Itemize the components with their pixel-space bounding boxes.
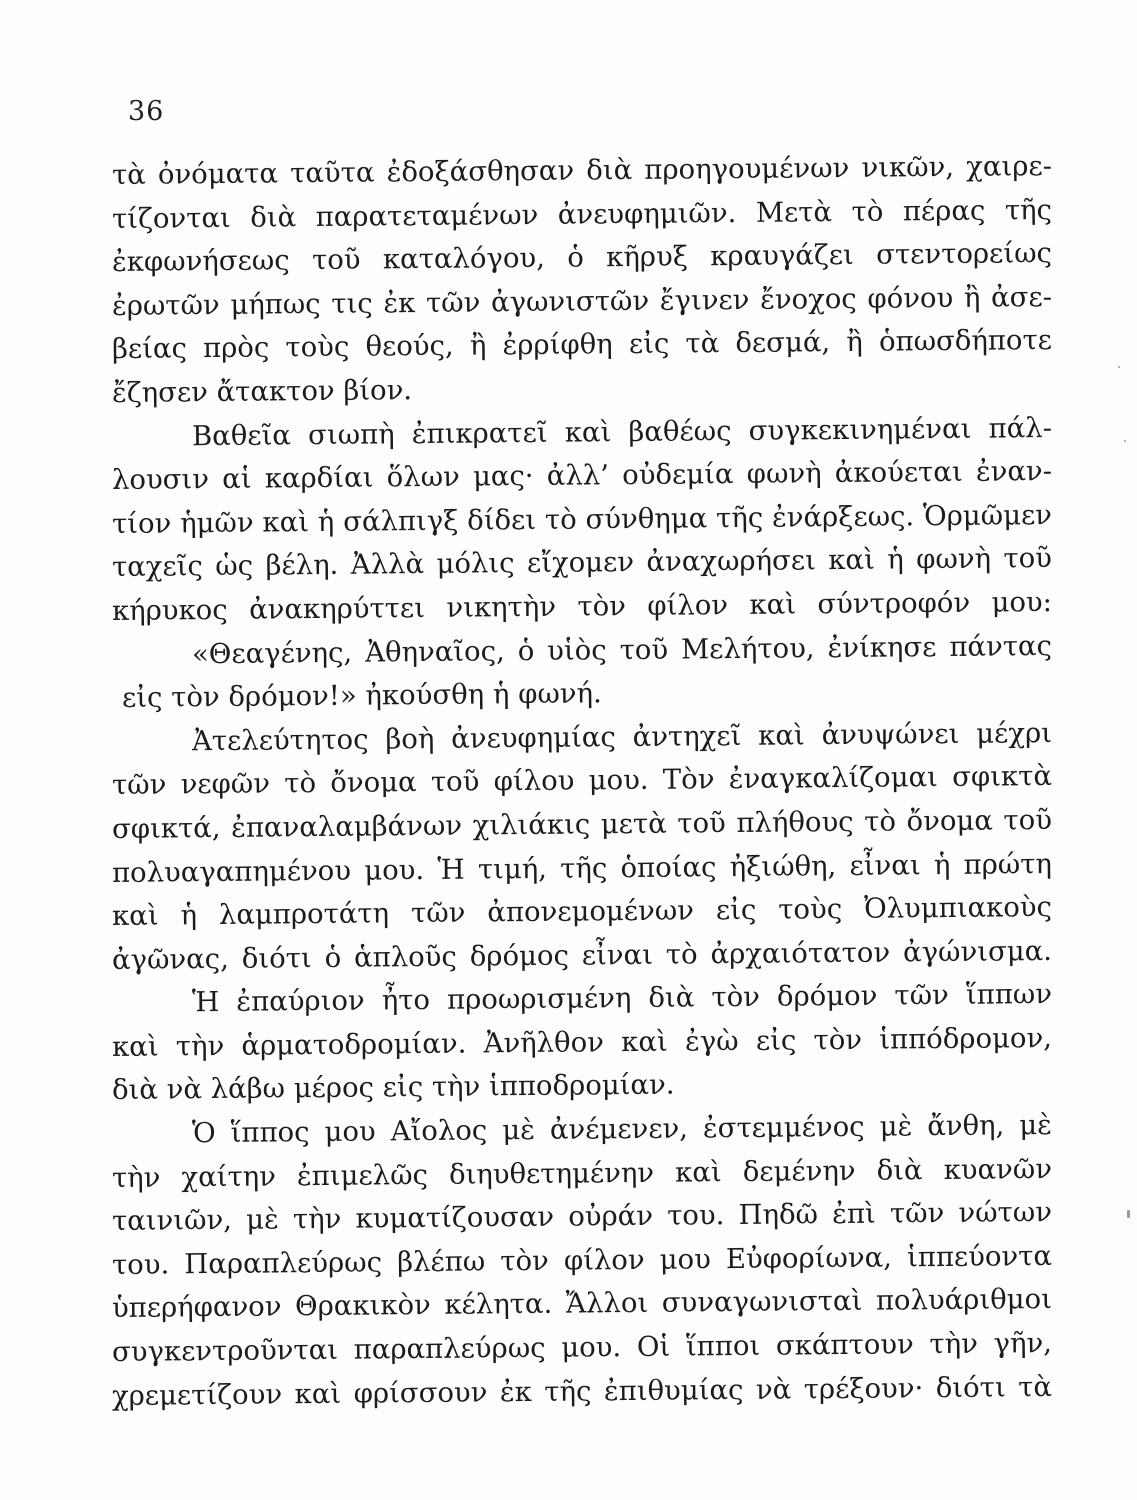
text-line: ἐρωτῶν μήπως τις ἐκ τῶν ἀγωνιστῶν ἔγινεν ἔνοχος φόνου ἢ ἀσε- [111, 280, 1053, 322]
scan-speck [1127, 1210, 1130, 1218]
text-line: ἐκφωνήσεως τοῦ καταλόγου, ὁ κῆρυξ κραυγάζει στεντορείως [111, 237, 1053, 279]
text-line: «Θεαγένης, Ἀθηναῖος, ὁ υἱὸς τοῦ Μελήτου, ἐνίκησε πάντας [191, 629, 1053, 670]
text-line: κήρυκος ἀνακηρύττει νικητὴν τὸν φίλον καὶ σύντροφόν μου: [111, 585, 1053, 627]
text-line: σφικτά, ἐπαναλαμβάνων χιλιάκις μετὰ τοῦ πλήθους τὸ ὄνομα τοῦ [111, 803, 1053, 845]
text-line: λουσιν αἱ καρδίαι ὅλων μας· ἀλλ’ οὐδεμία φωνὴ ἀκούεται ἐναν- [111, 455, 1053, 497]
text-line: διὰ νὰ λάβω μέρος εἰς τὴν ἱπποδρομίαν. [111, 1069, 675, 1107]
text-line: εἰς τὸν δρόμον!» ἠκούσθη ἡ φωνή. [121, 677, 602, 715]
text-line: ἀγῶνας, διότι ὁ ἁπλοῦς δρόμος εἶναι τὸ ἀρχαιότατον ἀγώνισμα. [111, 934, 1053, 976]
text-line: ταχεῖς ὡς βέλη. Ἀλλὰ μόλις εἴχομεν ἀναχωρήσει καὶ ἡ φωνὴ τοῦ [111, 542, 1053, 584]
text-line: Βαθεῖα σιωπὴ ἐπικρατεῖ καὶ βαθέως συγκεκινημέναι πάλ- [191, 411, 1053, 452]
text-line: ἔζησεν ἄτακτον βίον. [111, 374, 413, 409]
text-line: Ὁ ἵππος μου Αἴολος μὲ ἀνέμενεν, ἐστεμμένος μὲ ἄνθη, μὲ [191, 1109, 1053, 1150]
text-line: καὶ ἡ λαμπροτάτη τῶν ἀπονεμομένων εἰς τοὺς Ὀλυμπιακοὺς [111, 891, 1053, 933]
text-line: τὴν χαίτην ἐπιμελῶς διηυθετημένην καὶ δεμένην διὰ κυανῶν [111, 1152, 1053, 1194]
body-text [111, 149, 1053, 1418]
page-number: 36 [128, 96, 165, 127]
text-line: ὑπερήφανον Θρακικὸν κέλητα. Ἄλλοι συναγωνισταὶ πολυάριθμοι [111, 1283, 1053, 1325]
text-line: συγκεντροῦνται παραπλεύρως μου. Οἱ ἵπποι σκάπτουν τὴν γῆν, [111, 1327, 1053, 1369]
text-line: βείας πρὸς τοὺς θεούς, ἢ ἐρρίφθη εἰς τὰ δεσμά, ἢ ὁπωσδήποτε [111, 324, 1053, 366]
text-line: Ἡ ἐπαύριον ἦτο προωρισμένη διὰ τὸν δρόμον τῶν ἵππων [191, 978, 1053, 1019]
text-line: τῶν νεφῶν τὸ ὄνομα τοῦ φίλου μου. Τὸν ἐναγκαλίζομαι σφικτὰ [111, 760, 1053, 802]
text-line: χρεμετίζουν καὶ φρίσσουν ἐκ τῆς ἐπιθυμίας νὰ τρέξουν· διότι τὰ [111, 1370, 1053, 1412]
text-line: του. Παραπλεύρως βλέπω τὸν φίλον μου Εὐφορίωνα, ἱππεύοντα [111, 1239, 1053, 1281]
text-line: Ἀτελεύτητος βοὴ ἀνευφημίας ἀντηχεῖ καὶ ἀνυψώνει μέχρι [191, 716, 1053, 757]
scan-speck [1118, 366, 1120, 368]
text-line: καὶ τὴν ἁρματοδρομίαν. Ἀνῆλθον καὶ ἐγὼ εἰς τὸν ἱππόδρομον, [111, 1021, 1053, 1063]
scan-speck [1124, 440, 1126, 442]
text-line: πολυαγαπημένου μου. Ἡ τιμή, τῆς ὁποίας ἠξιώθη, εἶναι ἡ πρώτη [111, 847, 1053, 889]
text-line: ταινιῶν, μὲ τὴν κυματίζουσαν οὐράν του. Πηδῶ ἐπὶ τῶν νώτων [111, 1196, 1053, 1238]
text-line: τίζονται διὰ παρατεταμένων ἀνευφημιῶν. Μετὰ τὸ πέρας τῆς [111, 193, 1053, 235]
text-line: τίον ἡμῶν καὶ ἡ σάλπιγξ δίδει τὸ σύνθημα τῆς ἐνάρξεως. Ὁρμῶμεν [111, 498, 1053, 540]
text-line: τὰ ὀνόματα ταῦτα ἐδοξάσθησαν διὰ προηγουμένων νικῶν, χαιρε- [111, 149, 1053, 191]
